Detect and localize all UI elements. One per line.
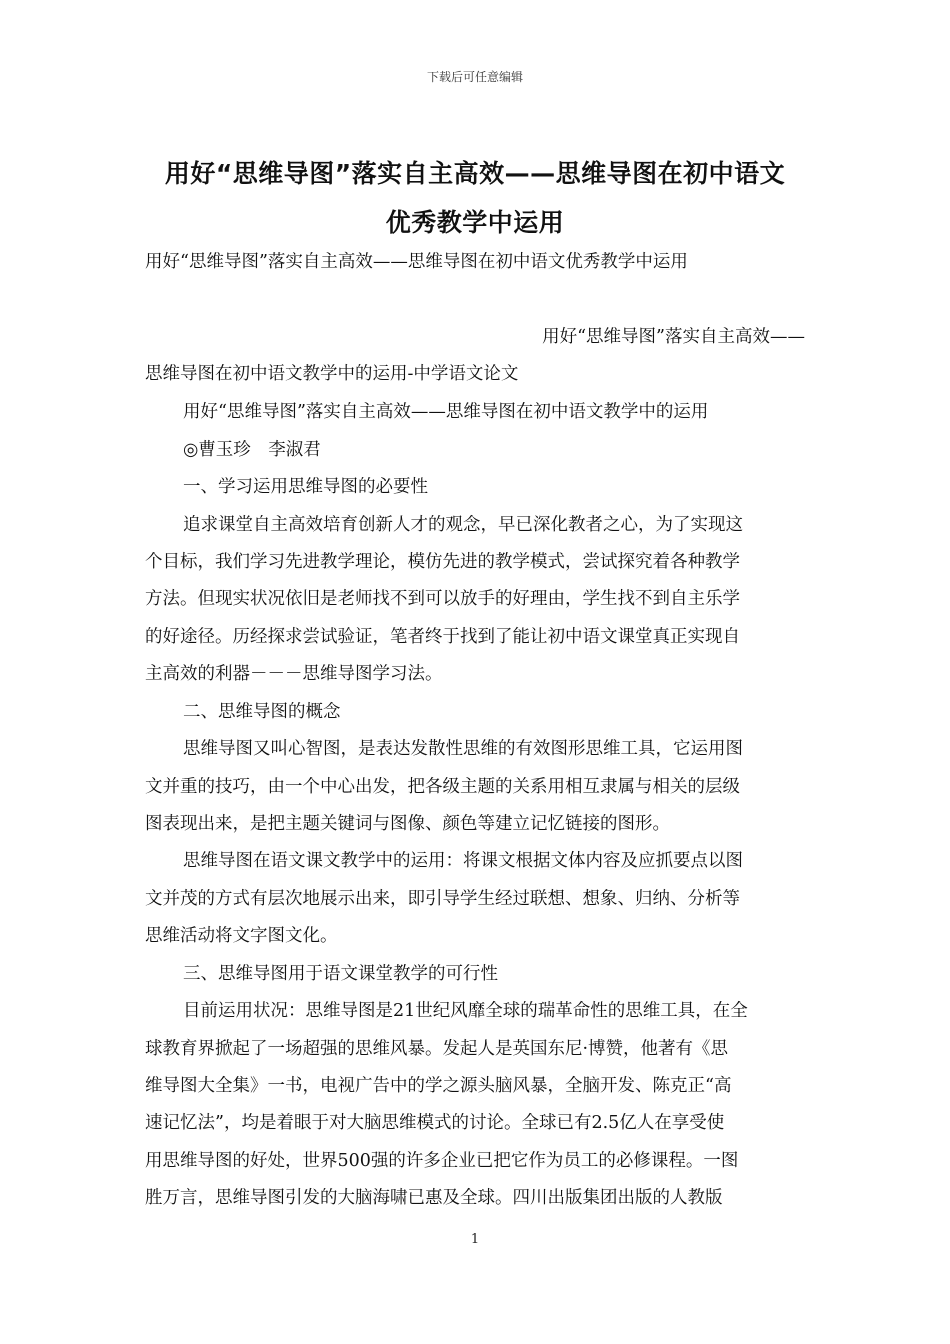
authors: ◎曹玉珍 李淑君 bbox=[183, 440, 321, 460]
paragraph-line: 胜万言，思维导图引发的大脑海啸已惠及全球。四川出版集团出版的人教版 bbox=[145, 1188, 723, 1208]
article-title-repeat: 用好“思维导图”落实自主高效——思维导图在初中语文教学中的运用 bbox=[183, 402, 709, 422]
paragraph-line: 追求课堂自主高效培育创新人才的观念，早已深化教者之心，为了实现这 bbox=[183, 515, 743, 535]
paragraph-line: 目前运用状况：思维导图是21世纪风靡全球的瑞革命性的思维工具，在全 bbox=[183, 1001, 748, 1021]
section-heading-1: 一、学习运用思维导图的必要性 bbox=[183, 477, 428, 497]
paragraph-line: 维导图大全集》一书，电视广告中的学之源头脑风暴，全脑开发、陈克正“高 bbox=[145, 1076, 732, 1096]
section-heading-2: 二、思维导图的概念 bbox=[183, 702, 341, 722]
paragraph-line: 主高效的利器－－－思维导图学习法。 bbox=[145, 664, 443, 684]
document-title-line-1: 用好“思维导图”落实自主高效——思维导图在初中语文 bbox=[164, 159, 786, 188]
paragraph-line: 思维导图又叫心智图，是表达发散性思维的有效图形思维工具，它运用图 bbox=[183, 739, 743, 759]
paragraph-line: 方法。但现实状况依旧是老师找不到可以放手的好理由，学生找不到自主乐学 bbox=[145, 589, 740, 609]
document-title-line-2: 优秀教学中运用 bbox=[385, 208, 565, 237]
subtitle-continuation: 思维导图在初中语文教学中的运用-中学语文论文 bbox=[145, 364, 519, 384]
page-number: 1 bbox=[470, 1232, 480, 1247]
paragraph-line: 速记忆法”，均是着眼于对大脑思维模式的讨论。全球已有2.5亿人在享受使 bbox=[145, 1113, 725, 1133]
header-note: 下载后可任意编辑 bbox=[426, 70, 523, 84]
right-aligned-title-fragment: 用好“思维导图”落实自主高效—— bbox=[542, 327, 805, 347]
section-heading-3: 三、思维导图用于语文课堂教学的可行性 bbox=[183, 964, 498, 984]
paragraph-line: 用思维导图的好处，世界500强的许多企业已把它作为员工的必修课程。一图 bbox=[145, 1151, 739, 1171]
paragraph-line: 图表现出来，是把主题关键词与图像、颜色等建立记忆链接的图形。 bbox=[145, 814, 670, 834]
paragraph-line: 文并重的技巧，由一个中心出发，把各级主题的关系用相互隶属与相关的层级 bbox=[145, 777, 740, 797]
repeated-title: 用好“思维导图”落实自主高效——思维导图在初中语文优秀教学中运用 bbox=[145, 252, 688, 272]
paragraph-line: 的好途径。历经探求尝试验证，笔者终于找到了能让初中语文课堂真正实现自 bbox=[145, 627, 740, 647]
paragraph-line: 个目标，我们学习先进教学理论，模仿先进的教学模式，尝试探究着各种教学 bbox=[145, 552, 740, 572]
paragraph-line: 文并茂的方式有层次地展示出来，即引导学生经过联想、想象、归纳、分析等 bbox=[145, 889, 740, 909]
paragraph-line: 思维活动将文字图文化。 bbox=[145, 926, 338, 946]
paragraph-line: 球教育界掀起了一场超强的思维风暴。发起人是英国东尼·博赞，他著有《思 bbox=[145, 1039, 729, 1059]
paragraph-line: 思维导图在语文课文教学中的运用：将课文根据文体内容及应抓要点以图 bbox=[183, 851, 743, 871]
